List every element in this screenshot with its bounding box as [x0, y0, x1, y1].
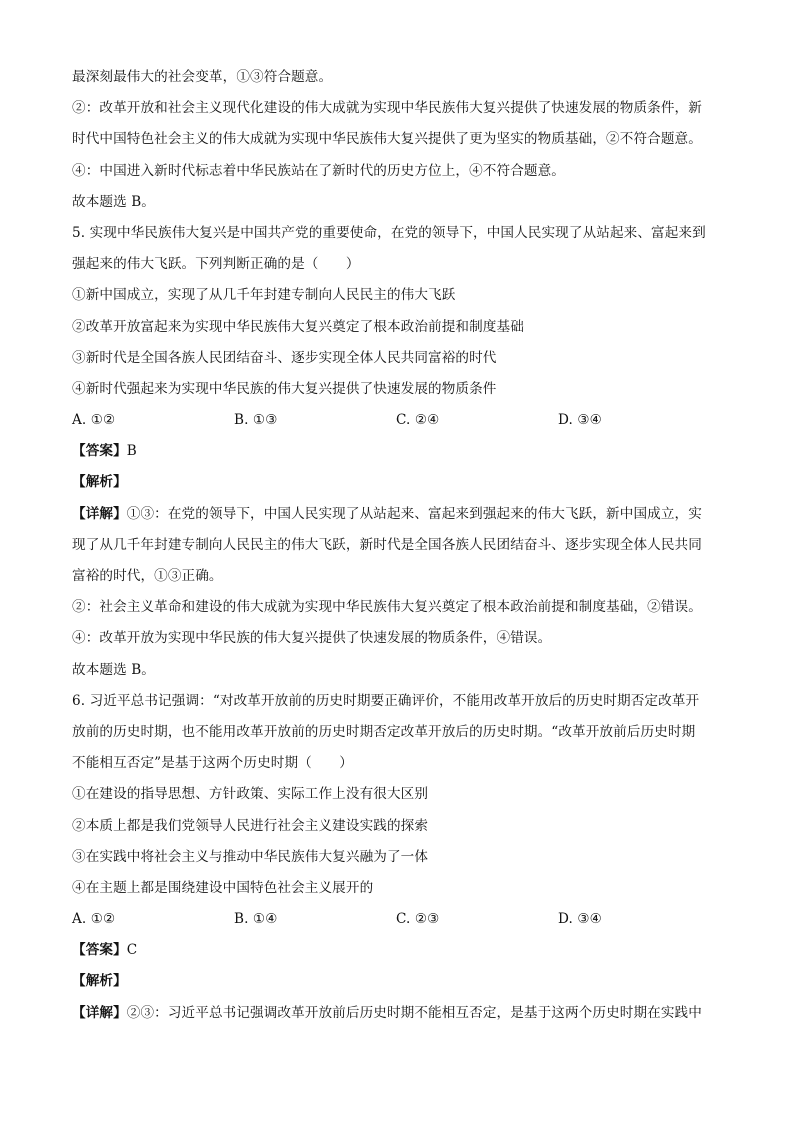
option-d: D. ③④: [558, 911, 602, 928]
question-6-item: ②本质上都是我们党领导人民进行社会主义建设实践的探索: [72, 817, 429, 834]
option-b: B. ①④: [234, 911, 278, 928]
question-5-stem: 5. 实现中华民族伟大复兴是中国共产党的重要使命，在党的领导下，中国人民实现了从站起来、富起来到: [72, 224, 706, 241]
question-6-item: ③在实践中将社会主义与推动中华民族伟大复兴融为了一体: [72, 848, 429, 865]
text-line: 时代中国特色社会主义的伟大成就为实现中华民族伟大复兴提供了更为坚实的物质基础，②不符合题意。: [72, 131, 702, 148]
question-5-options: [72, 405, 722, 436]
option-c: C. ②④: [396, 412, 440, 429]
question-6-item: ④在主题上都是围绕建设中国特色社会主义展开的: [72, 879, 374, 896]
question-5-detail: ④：改革开放为实现中华民族的伟大复兴提供了快速发展的物质条件，④错误。: [72, 630, 552, 647]
question-5-stem: 强起来的伟大飞跃。下列判断正确的是（ ）: [72, 256, 360, 273]
question-6-item: ①在建设的指导思想、方针政策、实际工作上没有很大区别: [72, 786, 429, 803]
option-a: A. ①②: [72, 911, 116, 928]
question-6-answer: [72, 935, 722, 966]
question-5-detail: 故本题选 B。: [72, 661, 155, 678]
answer-tag: 【答案】: [72, 942, 127, 959]
answer-value: B: [126, 443, 137, 460]
question-6-options: [72, 904, 722, 935]
analysis-tag: 【解析】: [72, 474, 127, 491]
option-c: C. ②③: [396, 911, 440, 928]
analysis-tag: 【解析】: [72, 973, 127, 990]
question-5-item: ③新时代是全国各族人民团结奋斗、逐步实现全体人民共同富裕的时代: [72, 349, 497, 366]
answer-tag: 【答案】: [72, 443, 127, 460]
text-line: 最深刻最伟大的社会变革，①③符合题意。: [72, 69, 333, 85]
question-6-analysis: [72, 966, 722, 997]
question-5-detail: [72, 499, 722, 530]
question-5-analysis: [72, 467, 722, 498]
text-line: 故本题选 B。: [72, 193, 155, 210]
question-5-item: ①新中国成立，实现了从几千年封建专制向人民民主的伟大飞跃: [72, 287, 456, 304]
option-b: B. ①③: [234, 412, 278, 429]
question-5-item: ④新时代强起来为实现中华民族的伟大复兴提供了快速发展的物质条件: [72, 380, 497, 397]
question-6-stem: 不能相互否定”是基于这两个历史时期（ ）: [72, 755, 353, 772]
detail-tag: 【详解】: [72, 1004, 127, 1021]
question-6-detail: [72, 998, 722, 1029]
text-line: ④：中国进入新时代标志着中华民族站在了新时代的历史方位上，④不符合题意。: [72, 162, 565, 179]
question-5-item: ②改革开放富起来为实现中华民族伟大复兴奠定了根本政治前提和制度基础: [72, 318, 524, 335]
document-page: [72, 62, 722, 1029]
question-6-stem: 6. 习近平总书记强调：“对改革开放前的历史时期要正确评价，不能用改革开放后的历史时期否定改革开: [72, 692, 700, 709]
question-6-stem: 放前的历史时期，也不能用改革开放前的历史时期否定改革开放后的历史时期。“改革开放前后历史时期: [72, 723, 696, 740]
question-5-detail: 富裕的时代，①③正确。: [72, 568, 223, 584]
question-5-answer: [72, 436, 722, 467]
option-d: D. ③④: [558, 412, 602, 429]
detail-tag: 【详解】: [72, 505, 127, 522]
question-5-detail: 现了从几千年封建专制向人民民主的伟大飞跃，新时代是全国各族人民团结奋斗、逐步实现全体人民共同: [72, 536, 702, 553]
answer-value: C: [126, 942, 138, 959]
option-a: A. ①②: [72, 412, 116, 429]
detail-text: ②③：习近平总书记强调改革开放前后历史时期不能相互否定，是基于这两个历史时期在实践中: [126, 1004, 702, 1021]
detail-text: ①③：在党的领导下，中国人民实现了从站起来、富起来到强起来的伟大飞跃，新中国成立，实: [126, 505, 702, 522]
text-line: ②：改革开放和社会主义现代化建设的伟大成就为实现中华民族伟大复兴提供了快速发展的物质条件，新: [72, 100, 702, 117]
question-5-detail: ②：社会主义革命和建设的伟大成就为实现中华民族伟大复兴奠定了根本政治前提和制度基础，②错误。: [72, 599, 702, 616]
